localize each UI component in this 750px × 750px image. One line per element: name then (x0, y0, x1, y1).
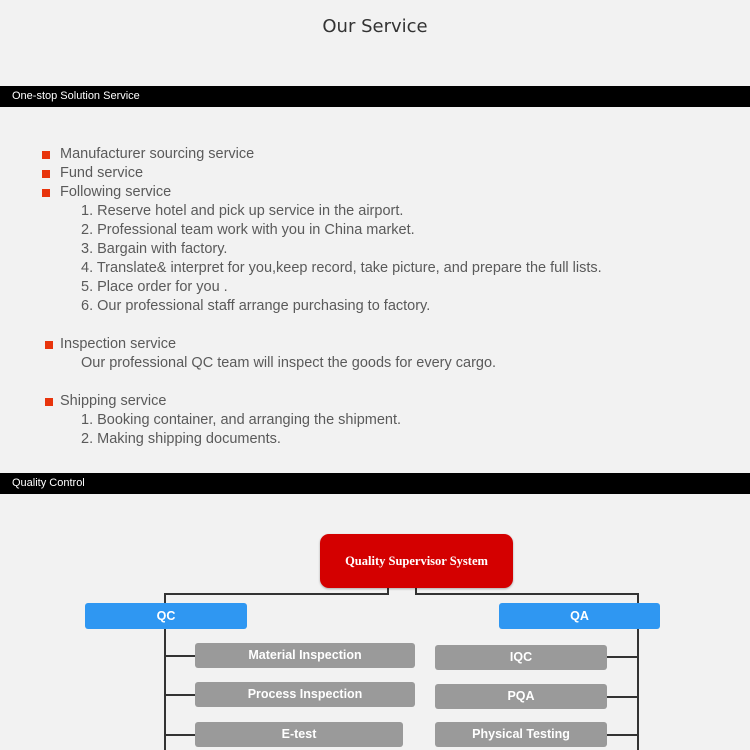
connector-line (637, 629, 639, 750)
service-inspection: Inspection service (60, 336, 177, 352)
bullet-icon (42, 151, 50, 159)
process-inspection-node: Process Inspection (195, 682, 415, 707)
connector-line (415, 593, 638, 595)
shipping-item: 2. Making shipping documents. (81, 431, 281, 447)
bullet-icon (42, 189, 50, 197)
connector-line (607, 656, 638, 658)
following-item: 5. Place order for you . (81, 279, 228, 295)
section-header-solution: One-stop Solution Service (0, 86, 750, 107)
inspection-description: Our professional QC team will inspect the goods for every cargo. (81, 355, 497, 371)
connector-line (164, 593, 389, 595)
connector-line (164, 694, 195, 696)
connector-line (164, 629, 166, 750)
section-header-quality: Quality Control (0, 473, 750, 494)
following-item: 4. Translate& interpret for you,keep record, take picture, and prepare the full lists. (81, 260, 602, 276)
connector-line (164, 593, 166, 603)
shipping-item: 1. Booking container, and arranging the shipment. (81, 412, 402, 428)
service-shipping: Shipping service (60, 393, 167, 409)
connector-line (607, 696, 638, 698)
connector-line (607, 734, 638, 736)
following-item: 2. Professional team work with you in China market. (81, 222, 415, 238)
service-following: Following service (60, 184, 172, 200)
iqc-node: IQC (435, 645, 607, 670)
physical-testing-node: Physical Testing (435, 722, 607, 747)
pqa-node: PQA (435, 684, 607, 709)
service-fund: Fund service (60, 165, 144, 181)
service-manufacturer: Manufacturer sourcing service (60, 146, 255, 162)
following-item: 1. Reserve hotel and pick up service in the airport. (81, 203, 404, 219)
connector-line (164, 655, 195, 657)
material-inspection-node: Material Inspection (195, 643, 415, 668)
bullet-icon (45, 341, 53, 349)
following-item: 6. Our professional staff arrange purchasing to factory. (81, 298, 431, 314)
bullet-icon (42, 170, 50, 178)
following-item: 3. Bargain with factory. (81, 241, 228, 257)
qc-node: QC (85, 603, 247, 629)
qa-node: QA (499, 603, 660, 629)
e-test-node: E-test (195, 722, 403, 747)
connector-line (164, 734, 195, 736)
connector-line (637, 593, 639, 603)
bullet-icon (45, 398, 53, 406)
quality-supervisor-node: Quality Supervisor System (320, 534, 513, 588)
page-title: Our Service (322, 16, 428, 37)
